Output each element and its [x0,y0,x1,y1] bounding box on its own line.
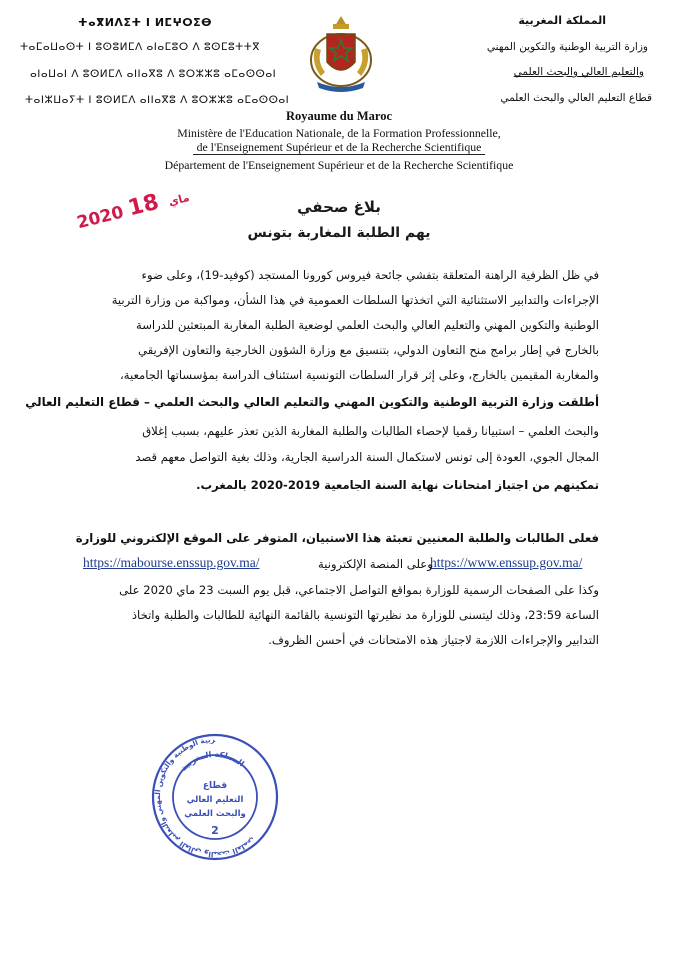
tifinagh-department: ⵜⴰⵏⵣⵡⴰⵢⵜ ⵏ ⵓⵙⵍⵎⴷ ⴰⵏⵏⴰⴳⵓ ⴷ ⵓⵔⵣⵣⵓ ⴰⵎⴰⵙⵙⴰⵏ [25,94,290,106]
paragraph1-line9: تمكينهم من اجتياز امتحانات نهاية السنة الجامعية 2019-2020 بالمغرب. [196,478,599,492]
paragraph1-line4: بالخارج في إطار برامج منح التعاون الدولي، بتنسيق مع وزارة الشؤون الخارجية والتعاون الإفريقي [138,343,599,357]
stamp-arc-top: المملكة المغربية [179,749,246,773]
stamp-arc-ring: ربية الوطنية والتكوين المهني والتعليم العالي والبحث العلمي [152,734,258,860]
tifinagh-kingdom: ⵜⴰⴳⵍⴷⵉⵜ ⵏ ⵍⵎⵖⵔⵉⴱ [78,16,213,29]
paragraph1-line5: والمغاربة المقيمين بالخارج، وعلى إثر قرار السلطات التونسية استئناف الدراسة بمؤسساتها الجامعية، [120,368,599,382]
tifinagh-higher-ed: ⴰⵏⴰⵡⴰⵏ ⴷ ⵓⵙⵍⵎⴷ ⴰⵏⵏⴰⴳⵓ ⴷ ⵓⵔⵣⵣⵓ ⴰⵎⴰⵙⵙⴰⵏ [30,68,277,80]
press-release-subtitle: يهم الطلبة المغاربة بتونس [247,225,431,241]
paragraph1-line6: أطلقت وزارة التربية الوطنية والتكوين المهني والتعليم العالي والبحث العلمي – قطاع التعليم العالي [25,395,599,409]
arabic-higher-ed: والتعليم العالي والبحث العلمي [513,66,644,78]
press-release-title: بلاغ صحفي [297,198,381,216]
paragraph2-line5: التدابير والإجراءات اللازمة لاجتياز هذه الامتحانات في أحسن الظروف. [268,633,599,647]
enssup-website-link[interactable]: https://www.enssup.gov.ma/ [430,555,583,570]
paragraph1-line3: الوطنية والتكوين المهني والتعليم العالي والبحث العلمي لوضعية الطلبة المغاربة المبتعثين للدراسة [135,318,599,332]
stamp-line2: التعليم العالي [186,795,244,805]
kingdom-fr: Royaume du Maroc [285,109,392,123]
arabic-department: قطاع التعليم العالي والبحث العلمي [500,92,652,104]
official-stamp [148,730,282,864]
paragraph2-line4: الساعة 23:59، وذلك ليتسنى للوزارة مد نظيرتها التونسية بالقائمة النهائية للطالبات والطلبة واتخاذ [131,608,599,622]
paragraph2-line1: فعلى الطالبات والطلبة المعنيين تعبئة هذا الاستبيان، المتوفر على الموقع الإلكتروني للوزارة [75,531,599,545]
coat-of-arms-emblem [303,12,379,96]
arabic-ministry: وزارة التربية الوطنية والتكوين المهني [486,41,648,53]
date-month: ماي [167,190,191,209]
paragraph1-line1: في ظل الظرفية الراهنة المتعلقة بتفشي جائحة فيروس كورونا المستجد (كوفيد-19)، وعلى ضوء [141,268,599,282]
stamp-line3: والبحث العلمي [184,809,246,819]
tifinagh-ministry: ⵜⴰⵎⴰⵡⴰⵙⵜ ⵏ ⵓⵙⵓⵍⵎⴷ ⴰⵏⴰⵎⵓⵔ ⴷ ⵓⵙⵎⵓⵜⵜⴳ [20,41,260,53]
paragraph1-line8: المجال الجوي، العودة إلى تونس لاستكمال السنة الدراسية الجارية، وذلك بغية التواصل معهم قصد [135,450,599,464]
mabourse-platform-link[interactable]: https://mabourse.enssup.gov.ma/ [83,555,260,570]
stamp-line1: قطاع [202,781,228,791]
ministry-fr-line1: Ministère de l'Education Nationale, de la Formation Professionnelle, [177,126,501,140]
paragraph1-line7: والبحث العلمي – استبيانا رقميا لإحصاء الطالبات والطلبة المغاربة الذين تعذر عليهم، بسبب إغلاق [142,424,599,438]
stamp-number: 2 [211,824,219,837]
paragraph2-connector: وعلى المنصة الإلكترونية [318,557,433,571]
arabic-kingdom: المملكة المغربية [518,14,606,27]
paragraph2-line3: وكذا على الصفحات الرسمية للوزارة بمواقع التواصل الاجتماعي، قبل يوم السبت 23 ماي 2020 على [119,583,599,597]
stamp-svg [148,730,282,864]
paragraph1-line2: الإجراءات والتدابير الاستثنائية التي اتخذتها السلطات العمومية في هذا الشأن، ومواكبة من وزارة التربية [111,293,599,307]
ministry-fr-line2: de l'Enseignement Supérieur et de la Recherche Scientifique [0,140,678,155]
date-day: 18 [125,189,162,222]
date-year: 2020 [74,202,126,234]
department-fr: Département de l'Enseignement Supérieur et de la Recherche Scientifique [164,158,514,172]
